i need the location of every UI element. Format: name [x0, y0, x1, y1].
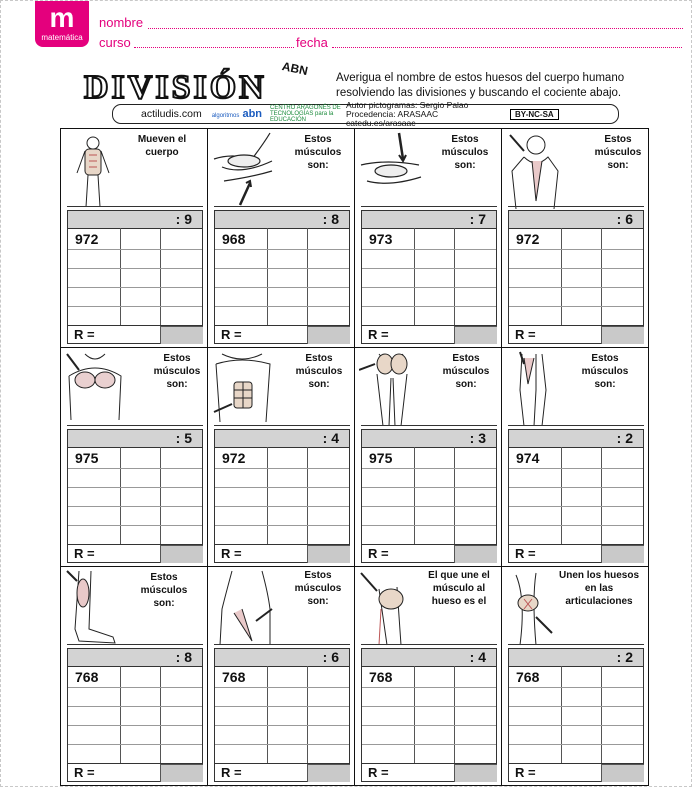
- table-divider: [307, 228, 308, 326]
- table-row-line: [68, 506, 202, 507]
- matematica-logo: [35, 1, 89, 47]
- table-row-line: [509, 468, 643, 469]
- dividend: 972: [516, 231, 540, 247]
- cell-caption: Estos músculos son:: [581, 353, 629, 390]
- table-row-line: [362, 306, 496, 307]
- remainder-label: R =: [368, 765, 389, 780]
- dividend: 975: [75, 450, 99, 466]
- answer-line[interactable]: [361, 206, 497, 207]
- divisor: : 9: [175, 211, 192, 227]
- division-exercise: [208, 348, 355, 567]
- table-row-line: [509, 706, 643, 707]
- cell-caption: Estos músculos son:: [153, 353, 201, 390]
- gov-logo: CENTRO ARAGONÉS DE TECNOLOGÍAS para la EDUCACIÓN: [270, 105, 341, 123]
- table-divider: [120, 228, 121, 326]
- table-row-line: [362, 744, 496, 745]
- answer-line[interactable]: [67, 644, 203, 645]
- answer-line[interactable]: [214, 206, 350, 207]
- divisor: : 2: [616, 430, 633, 446]
- table-divider: [601, 228, 602, 326]
- cell-caption: Estos músculos son:: [442, 353, 490, 390]
- abn-logo: [212, 108, 262, 120]
- dividend: 972: [222, 450, 246, 466]
- trapezius-back-icon: [506, 131, 576, 211]
- table-row-line: [68, 725, 202, 726]
- table-row-line: [509, 249, 643, 250]
- table-row-line: [509, 287, 643, 288]
- table-divider: [267, 228, 268, 326]
- division-table: [361, 429, 497, 563]
- table-row-line: [509, 487, 643, 488]
- abdominal-torso-icon: [212, 350, 282, 430]
- remainder-box[interactable]: [160, 326, 203, 344]
- remainder-label: R =: [368, 327, 389, 342]
- table-row-line: [362, 725, 496, 726]
- divisor: : 6: [322, 649, 339, 665]
- table-row-line: [362, 287, 496, 288]
- divisor: : 5: [175, 430, 192, 446]
- division-table: [67, 210, 203, 344]
- answer-line[interactable]: [67, 206, 203, 207]
- table-divider: [561, 228, 562, 326]
- table-divider: [601, 666, 602, 764]
- cell-caption: Estos músculos son:: [295, 353, 343, 390]
- name-label: nombre: [99, 15, 144, 30]
- gluteus-legs-icon: [359, 350, 429, 430]
- date-field[interactable]: [332, 47, 682, 48]
- division-exercise: [208, 567, 355, 786]
- divisor-header: [215, 430, 349, 448]
- cell-caption: Mueven el cuerpo: [137, 134, 187, 158]
- answer-line[interactable]: [508, 644, 644, 645]
- remainder-label: R =: [221, 327, 242, 342]
- division-table: [361, 210, 497, 344]
- divisor: : 4: [469, 649, 486, 665]
- table-row-line: [362, 706, 496, 707]
- credits-bar: [112, 99, 619, 128]
- cell-caption: Estos músculos son:: [294, 134, 342, 171]
- triceps-arm-icon: [359, 131, 429, 211]
- division-exercise: [502, 348, 649, 567]
- date-label: fecha: [296, 35, 328, 50]
- remainder-box[interactable]: [601, 326, 644, 344]
- division-exercise: [61, 567, 208, 786]
- table-row-line: [362, 468, 496, 469]
- cell-caption: El que une el músculo al hueso es el: [428, 570, 490, 607]
- cell-caption: Estos músculos son:: [140, 572, 188, 609]
- division-exercise: [61, 129, 208, 348]
- answer-line[interactable]: [214, 425, 350, 426]
- division-table: [214, 210, 350, 344]
- remainder-box[interactable]: [454, 545, 497, 563]
- table-row-line: [215, 468, 349, 469]
- remainder-label: R =: [74, 765, 95, 780]
- division-table: [508, 210, 644, 344]
- table-divider: [160, 228, 161, 326]
- division-table: [67, 648, 203, 782]
- table-row-line: [68, 287, 202, 288]
- table-row-line: [68, 468, 202, 469]
- remainder-box[interactable]: [454, 764, 497, 782]
- logo-text: matemática: [41, 33, 83, 42]
- dorsal-back-icon: [212, 569, 282, 649]
- table-divider: [454, 666, 455, 764]
- abn-text: abn: [242, 108, 263, 120]
- remainder-box[interactable]: [307, 545, 350, 563]
- dividend: 973: [369, 231, 393, 247]
- table-divider: [307, 666, 308, 764]
- abn-small: algoritmos: [211, 113, 240, 119]
- division-exercise: [355, 567, 502, 786]
- divisor-header: [509, 649, 643, 667]
- table-divider: [414, 447, 415, 545]
- answer-line[interactable]: [361, 644, 497, 645]
- cell-caption: Estos músculos son:: [441, 134, 489, 171]
- answer-line[interactable]: [508, 206, 644, 207]
- logo-letter: m: [49, 2, 75, 33]
- table-row-line: [68, 525, 202, 526]
- table-row-line: [509, 268, 643, 269]
- table-row-line: [68, 687, 202, 688]
- cell-caption: Unen los huesos en las articulaciones: [558, 570, 639, 607]
- table-row-line: [68, 487, 202, 488]
- table-row-line: [215, 306, 349, 307]
- table-row-line: [509, 506, 643, 507]
- table-divider: [561, 666, 562, 764]
- title-superscript: ABN: [280, 59, 310, 79]
- tendon-knee-icon: [359, 569, 429, 649]
- table-divider: [454, 447, 455, 545]
- table-row-line: [362, 687, 496, 688]
- divisor: : 8: [175, 649, 192, 665]
- table-row-line: [215, 525, 349, 526]
- division-table: [508, 429, 644, 563]
- divisor: : 3: [469, 430, 486, 446]
- dividend: 768: [369, 669, 393, 685]
- dividend: 768: [222, 669, 246, 685]
- table-row-line: [509, 525, 643, 526]
- instructions: Averigua el nombre de estos huesos del cuerpo humano resolviendo las divisiones y buscando el cociente abajo.: [336, 72, 625, 99]
- table-row-line: [215, 268, 349, 269]
- course-field[interactable]: [134, 47, 294, 48]
- division-exercise: [355, 348, 502, 567]
- division-exercise: [355, 129, 502, 348]
- cell-caption: Estos músculos son:: [294, 570, 342, 607]
- table-row-line: [509, 306, 643, 307]
- divisor: : 8: [322, 211, 339, 227]
- site-link[interactable]: actiludis.com: [141, 108, 202, 120]
- course-label: curso: [99, 35, 131, 50]
- division-table: [508, 648, 644, 782]
- divisor-header: [362, 211, 496, 229]
- remainder-label: R =: [368, 546, 389, 561]
- dividend: 768: [75, 669, 99, 685]
- table-row-line: [68, 744, 202, 745]
- table-divider: [160, 666, 161, 764]
- table-divider: [120, 666, 121, 764]
- author-line: Autor pictogramas: Sergio Palao: [346, 99, 469, 110]
- divisor-header: [215, 649, 349, 667]
- remainder-box[interactable]: [601, 764, 644, 782]
- table-divider: [414, 228, 415, 326]
- table-row-line: [215, 687, 349, 688]
- divisor-header: [68, 211, 202, 229]
- remainder-label: R =: [221, 765, 242, 780]
- division-exercise: [502, 567, 649, 786]
- answer-line[interactable]: [67, 425, 203, 426]
- table-divider: [160, 447, 161, 545]
- table-row-line: [68, 706, 202, 707]
- pectoral-chest-icon: [65, 350, 135, 430]
- division-table: [67, 429, 203, 563]
- remainder-box[interactable]: [160, 545, 203, 563]
- table-row-line: [362, 525, 496, 526]
- divisor-header: [509, 430, 643, 448]
- dividend: 972: [75, 231, 99, 247]
- author-info: [346, 101, 506, 128]
- table-row-line: [215, 287, 349, 288]
- divisor-header: [362, 649, 496, 667]
- divisor-header: [215, 211, 349, 229]
- table-row-line: [68, 306, 202, 307]
- divisor-header: [68, 430, 202, 448]
- table-row-line: [215, 249, 349, 250]
- table-divider: [267, 666, 268, 764]
- title-logo: [82, 56, 332, 104]
- table-row-line: [215, 487, 349, 488]
- remainder-label: R =: [515, 765, 536, 780]
- dividend: 768: [516, 669, 540, 685]
- biceps-arm-icon: [212, 131, 282, 211]
- answer-line[interactable]: [214, 644, 350, 645]
- table-divider: [454, 228, 455, 326]
- dividend: 974: [516, 450, 540, 466]
- divisor: : 6: [616, 211, 633, 227]
- dividend: 975: [369, 450, 393, 466]
- division-table: [214, 429, 350, 563]
- divisor-header: [509, 211, 643, 229]
- license-badge: BY-NC-SA: [510, 109, 559, 120]
- remainder-label: R =: [74, 546, 95, 561]
- table-row-line: [362, 249, 496, 250]
- remainder-box[interactable]: [307, 764, 350, 782]
- calf-leg-icon: [65, 569, 135, 649]
- table-divider: [120, 447, 121, 545]
- cell-caption: Estos músculos son:: [594, 134, 642, 171]
- table-row-line: [215, 506, 349, 507]
- table-row-line: [509, 744, 643, 745]
- title-text: DIVISIÓN: [84, 69, 267, 104]
- remainder-label: R =: [221, 546, 242, 561]
- table-row-line: [215, 725, 349, 726]
- remainder-box[interactable]: [307, 326, 350, 344]
- table-row-line: [509, 725, 643, 726]
- table-row-line: [68, 249, 202, 250]
- name-field[interactable]: [148, 28, 683, 29]
- table-divider: [601, 447, 602, 545]
- remainder-label: R =: [515, 327, 536, 342]
- division-table: [214, 648, 350, 782]
- division-exercise: [502, 129, 649, 348]
- table-row-line: [215, 706, 349, 707]
- table-row-line: [362, 506, 496, 507]
- divisor-header: [362, 430, 496, 448]
- divisor: : 7: [469, 211, 486, 227]
- exercise-grid: [60, 128, 649, 786]
- answer-line[interactable]: [361, 425, 497, 426]
- table-divider: [267, 447, 268, 545]
- division-exercise: [61, 348, 208, 567]
- table-row-line: [68, 268, 202, 269]
- table-row-line: [215, 744, 349, 745]
- divisor: : 4: [322, 430, 339, 446]
- remainder-box[interactable]: [601, 545, 644, 563]
- table-row-line: [362, 268, 496, 269]
- table-row-line: [362, 487, 496, 488]
- source-line: Procedencia: ARASAAC catedu.es/arasaac: [346, 108, 439, 128]
- divisor: : 2: [616, 649, 633, 665]
- quadriceps-leg-icon: [506, 350, 576, 430]
- table-divider: [414, 666, 415, 764]
- table-divider: [307, 447, 308, 545]
- table-row-line: [509, 687, 643, 688]
- division-exercise: [208, 129, 355, 348]
- division-table: [361, 648, 497, 782]
- remainder-label: R =: [515, 546, 536, 561]
- table-divider: [561, 447, 562, 545]
- divisor-header: [68, 649, 202, 667]
- remainder-box[interactable]: [160, 764, 203, 782]
- remainder-box[interactable]: [454, 326, 497, 344]
- remainder-label: R =: [74, 327, 95, 342]
- answer-line[interactable]: [508, 425, 644, 426]
- dividend: 968: [222, 231, 246, 247]
